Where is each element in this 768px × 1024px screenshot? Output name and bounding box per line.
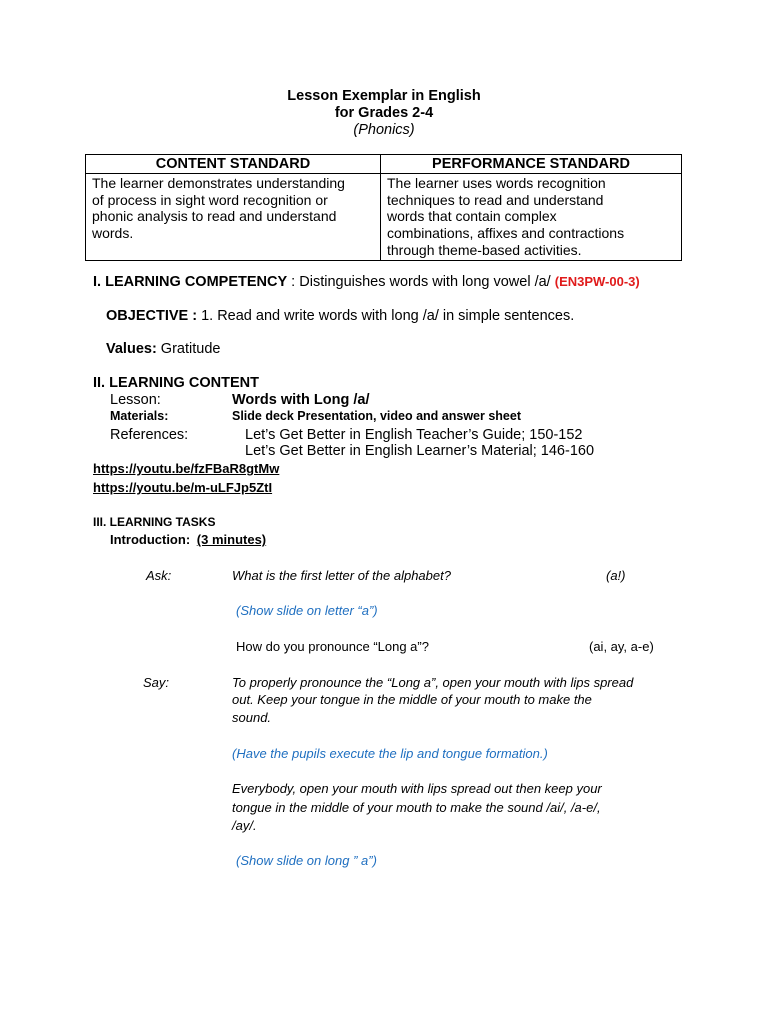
learning-content-heading: II. LEARNING CONTENT — [93, 375, 259, 391]
video-link-1[interactable]: https://youtu.be/fzFBaR8gtMw — [93, 461, 280, 476]
reference-teachers-guide: Let’s Get Better in English Teacher’s Guide; 150-152 — [245, 427, 583, 443]
values — [106, 341, 220, 357]
references-label: References: — [110, 427, 189, 443]
objective — [106, 308, 574, 324]
pronounce-question: How do you pronounce “Long a”? — [236, 639, 429, 654]
introduction — [110, 532, 266, 547]
instruction-show-slide-letter-a: (Show slide on letter “a”) — [236, 603, 378, 618]
competency-text: Distinguishes words with long vowel /a/ — [299, 274, 555, 290]
materials-value: Slide deck Presentation, video and answer sheet — [232, 409, 521, 423]
learning-competency: I. LEARNING COMPETENCY : Distinguishes words with long vowel /a/ (EN3PW-00-3) — [93, 274, 640, 290]
instruction-show-slide-long-a: (Show slide on long ” a”) — [236, 853, 377, 868]
say-label: Say: — [143, 675, 170, 690]
ask-question: What is the first letter of the alphabet? — [232, 568, 451, 583]
table-row — [86, 173, 682, 260]
video-link-2[interactable]: https://youtu.be/m-uLFJp5ZtI — [93, 480, 273, 495]
say-line-1: To properly pronounce the “Long a”, open your mouth with lips spread — [232, 675, 634, 690]
pronounce-answer: (ai, ay, a-e) — [589, 639, 654, 654]
table-header-row — [86, 155, 682, 174]
everybody-line-2: tongue in the middle of your mouth to make the sound /ai/, /a-e/, — [232, 800, 601, 815]
say-line-3: sound. — [232, 710, 272, 725]
materials-label: Materials: — [110, 409, 169, 423]
performance-standard-header: PERFORMANCE STANDARD — [381, 155, 682, 174]
values-text: Gratitude — [156, 341, 221, 357]
say-line-2: out. Keep your tongue in the middle of your mouth to make the — [232, 692, 592, 707]
lesson-label: Lesson: — [110, 392, 161, 408]
values-label: Values: — [106, 341, 157, 357]
content-standard-cell: The learner demonstrates understanding of process in sight word recognition or phonic analysis to read and understand words. — [86, 173, 381, 260]
lesson-value: Words with Long /a/ — [232, 392, 370, 408]
grade-level: for Grades 2-4 — [334, 105, 434, 121]
document-title: Lesson Exemplar in English — [287, 88, 481, 104]
instruction-lip-tongue: (Have the pupils execute the lip and tongue formation.) — [232, 746, 548, 761]
introduction-label: Introduction: — [110, 532, 191, 547]
ask-answer: (a!) — [606, 568, 626, 583]
ask-label: Ask: — [146, 568, 172, 583]
objective-text: 1. Read and write words with long /a/ in simple sentences. — [201, 308, 575, 324]
competency-code: (EN3PW-00-3) — [554, 274, 640, 289]
competency-label: I. LEARNING COMPETENCY — [93, 274, 288, 290]
learning-tasks-heading: III. LEARNING TASKS — [93, 515, 216, 529]
content-standard-header: CONTENT STANDARD — [86, 155, 381, 174]
everybody-line-3: /ay/. — [232, 818, 257, 833]
everybody-line-1: Everybody, open your mouth with lips spread out then keep your — [232, 781, 602, 796]
reference-learners-material: Let’s Get Better in English Learner’s Material; 146-160 — [245, 443, 595, 459]
performance-standard-cell: The learner uses words recognition techniques to read and understand words that contain complex combinations, affixes and contractions through theme-based activities. — [381, 173, 682, 260]
objective-label: OBJECTIVE : — [106, 308, 202, 324]
standards-table — [85, 154, 682, 261]
document-subtitle: (Phonics) — [353, 122, 415, 138]
introduction-time: (3 minutes) — [196, 532, 267, 547]
